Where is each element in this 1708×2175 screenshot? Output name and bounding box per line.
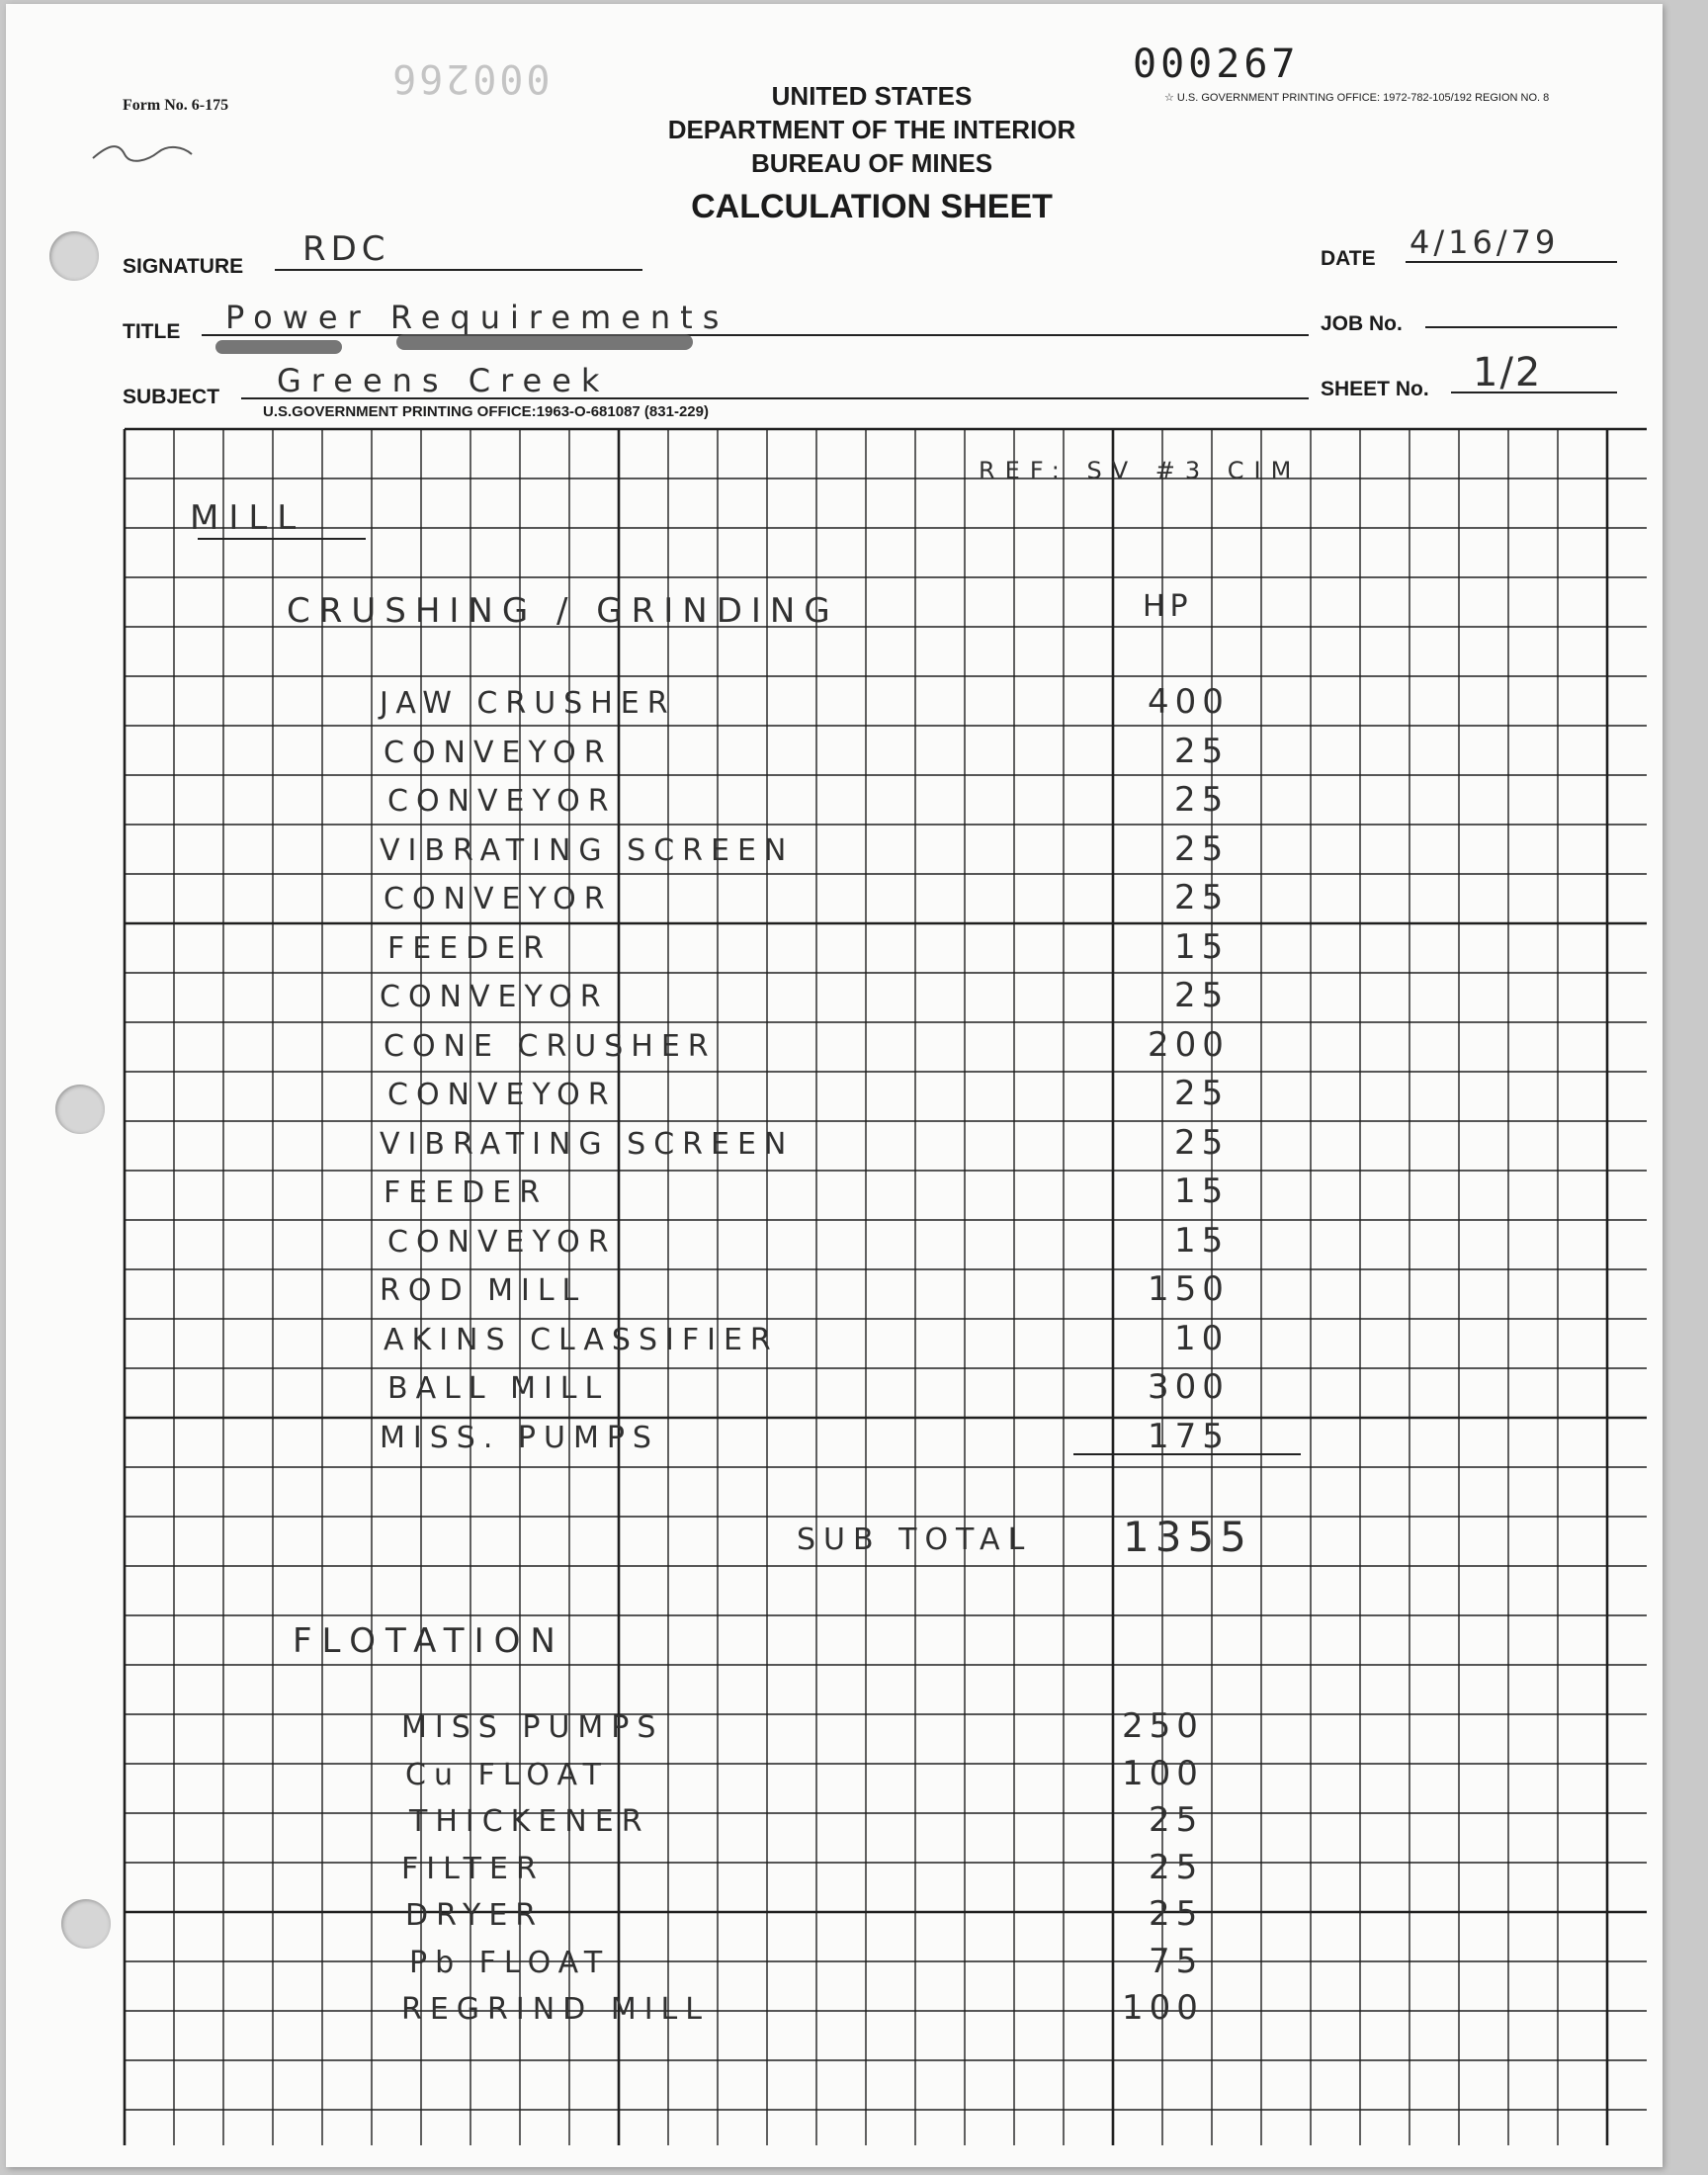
subject-label: SUBJECT bbox=[123, 386, 220, 408]
equipment-name: FEEDER bbox=[387, 930, 553, 966]
equipment-hp-value: 25 bbox=[1149, 1800, 1204, 1840]
page-title: CALCULATION SHEET bbox=[691, 188, 1053, 225]
equipment-hp-value: 25 bbox=[1174, 780, 1230, 820]
equipment-name: FILTER bbox=[401, 1851, 545, 1886]
equipment-name: BALL MILL bbox=[387, 1371, 610, 1406]
sheet-number-value: 1/2 bbox=[1473, 350, 1543, 395]
header-line-2: DEPARTMENT OF THE INTERIOR bbox=[667, 115, 1076, 144]
equipment-hp-value: 15 bbox=[1174, 1172, 1230, 1211]
equipment-hp-value: 10 bbox=[1174, 1318, 1230, 1358]
calculation-sheet-page bbox=[6, 4, 1663, 2167]
graph-paper-grid bbox=[6, 4, 1663, 2167]
subject-value: Greens Creek bbox=[277, 362, 610, 399]
equipment-hp-value: 15 bbox=[1174, 926, 1230, 967]
form-number: Form No. 6-175 bbox=[123, 97, 229, 114]
equipment-name: CONVEYOR bbox=[387, 1078, 617, 1112]
equipment-name: CONVEYOR bbox=[380, 980, 609, 1014]
equipment-name: CONVEYOR bbox=[384, 735, 613, 770]
equipment-hp-value: 100 bbox=[1122, 1988, 1204, 2028]
equipment-hp-value: 25 bbox=[1174, 1122, 1230, 1163]
reference-note: REF: SV #3 CIM bbox=[979, 457, 1302, 484]
equipment-hp-value: 25 bbox=[1174, 1074, 1230, 1113]
equipment-hp-value: 25 bbox=[1174, 828, 1230, 869]
stamp-number: 000267 bbox=[1133, 42, 1300, 87]
header-line-1: UNITED STATES bbox=[771, 81, 973, 111]
equipment-hp-value: 75 bbox=[1149, 1941, 1204, 1981]
equipment-hp-value: 25 bbox=[1149, 1847, 1204, 1887]
equipment-name: THICKENER bbox=[409, 1804, 650, 1839]
equipment-hp-value: 25 bbox=[1174, 878, 1230, 917]
equipment-hp-value: 25 bbox=[1149, 1894, 1204, 1934]
equipment-name: MISS PUMPS bbox=[401, 1710, 664, 1745]
subtotal-label: SUB TOTAL bbox=[797, 1522, 1033, 1557]
equipment-name: JAW CRUSHER bbox=[380, 686, 676, 721]
equipment-name: CONVEYOR bbox=[387, 1224, 617, 1260]
equipment-name: Pb FLOAT bbox=[409, 1945, 611, 1980]
gpo-header-note: ☆ U.S. GOVERNMENT PRINTING OFFICE: 1972-782-105/192 REGION NO. 8 bbox=[1164, 92, 1550, 104]
title-value: Power Requirements bbox=[225, 299, 729, 336]
equipment-hp-value: 25 bbox=[1174, 731, 1230, 771]
gpo-footer-note: U.S.GOVERNMENT PRINTING OFFICE:1963-O-681087 (831-229) bbox=[263, 403, 709, 420]
equipment-hp-value: 100 bbox=[1122, 1753, 1204, 1793]
total-rule bbox=[1073, 1453, 1301, 1455]
equipment-name: FEEDER bbox=[384, 1175, 549, 1210]
header-line-3: BUREAU OF MINES bbox=[750, 148, 993, 178]
equipment-hp-value: 200 bbox=[1148, 1024, 1230, 1065]
faint-stamp-number: 000266 bbox=[389, 55, 551, 101]
section-mill-heading: MILL bbox=[190, 498, 306, 538]
equipment-hp-value: 150 bbox=[1148, 1269, 1230, 1309]
equipment-hp-value: 400 bbox=[1148, 682, 1230, 722]
equipment-name: DRYER bbox=[405, 1898, 545, 1933]
equipment-name: CONVEYOR bbox=[387, 784, 617, 819]
equipment-hp-value: 175 bbox=[1148, 1416, 1230, 1456]
hp-column-header: HP bbox=[1143, 589, 1193, 624]
job-number-label: JOB No. bbox=[1321, 312, 1403, 335]
equipment-name: VIBRATING SCREEN bbox=[380, 1126, 795, 1162]
subtotal-value: 1355 bbox=[1123, 1513, 1252, 1561]
flotation-heading: FLOTATION bbox=[293, 1621, 565, 1661]
equipment-hp-value: 250 bbox=[1122, 1706, 1204, 1746]
equipment-hp-value: 300 bbox=[1148, 1367, 1230, 1407]
equipment-name: REGRIND MILL bbox=[401, 1992, 710, 2027]
equipment-name: ROD MILL bbox=[380, 1273, 587, 1308]
sheet-number-label: SHEET No. bbox=[1321, 378, 1429, 400]
date-label: DATE bbox=[1321, 247, 1376, 270]
equipment-name: CONE CRUSHER bbox=[384, 1028, 717, 1064]
signature-label: SIGNATURE bbox=[123, 255, 244, 278]
equipment-name: Cu FLOAT bbox=[405, 1757, 610, 1792]
crushing-grinding-heading: CRUSHING / GRINDING bbox=[287, 591, 839, 631]
signature-value: RDC bbox=[302, 229, 390, 269]
mill-underline bbox=[198, 538, 366, 540]
title-label: TITLE bbox=[123, 320, 181, 343]
date-value: 4/16/79 bbox=[1409, 223, 1560, 261]
equipment-hp-value: 25 bbox=[1174, 976, 1230, 1015]
equipment-name: AKINS CLASSIFIER bbox=[384, 1322, 779, 1357]
equipment-name: CONVEYOR bbox=[384, 882, 613, 916]
equipment-name: VIBRATING SCREEN bbox=[380, 832, 795, 868]
equipment-hp-value: 15 bbox=[1174, 1220, 1230, 1261]
equipment-name: MISS. PUMPS bbox=[380, 1420, 659, 1455]
